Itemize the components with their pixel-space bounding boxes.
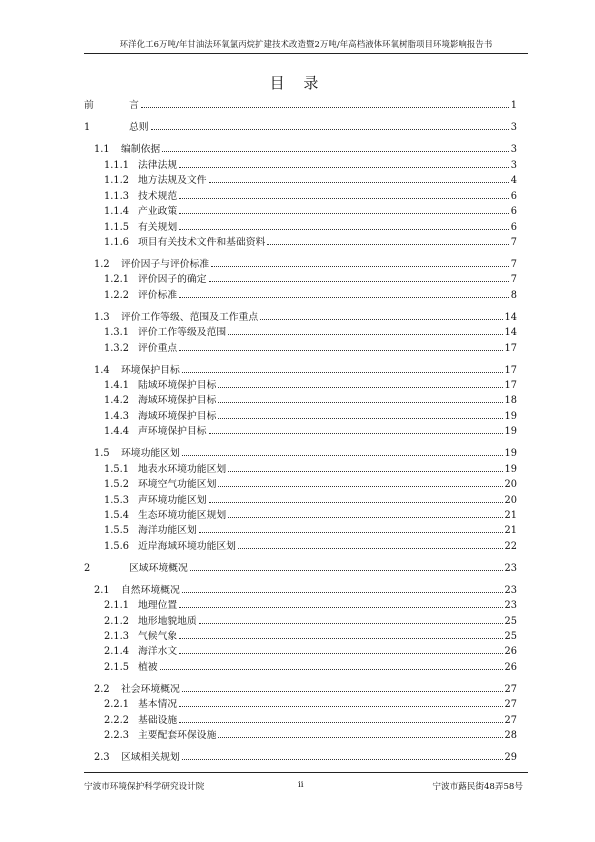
toc-dot-leader <box>182 455 503 456</box>
toc-entry-number: 1.1.2 <box>104 175 129 187</box>
toc-dot-leader <box>162 151 509 152</box>
toc-entry[interactable] <box>84 338 517 353</box>
toc-entry-label: 有关规划 <box>138 221 178 233</box>
toc-dot-leader <box>179 653 502 654</box>
toc-dot-leader <box>218 486 502 487</box>
toc-entry-number: 2.3 <box>94 752 110 764</box>
toc-entry-number: 2.1.5 <box>104 661 129 673</box>
toc-entry[interactable] <box>84 217 517 232</box>
toc-entry-number: 1.5.6 <box>104 540 129 552</box>
toc-dot-leader <box>182 372 503 373</box>
footer-page-number: ii <box>298 780 304 790</box>
toc-entry[interactable] <box>84 726 517 741</box>
toc-dot-leader <box>218 418 502 419</box>
toc-entry-number: 1.1.6 <box>104 236 129 248</box>
toc-entry-number: 2.2.2 <box>104 714 129 726</box>
toc-entry-label: 基础设施 <box>138 714 178 726</box>
toc-dot-leader <box>209 182 509 183</box>
toc-entry[interactable] <box>84 475 517 490</box>
toc-dot-leader <box>179 167 509 168</box>
toc-entry-page: 6 <box>510 206 517 218</box>
toc-dot-leader <box>209 433 503 434</box>
toc-entry-label: 项目有关技术文件和基础资料 <box>138 236 266 248</box>
toc-entry-label: 海洋水文 <box>138 646 178 658</box>
toc-entry-label: 评价工作等级、范围及工作重点 <box>121 311 259 323</box>
toc-dot-leader <box>179 350 502 351</box>
toc-dot-leader <box>182 592 503 593</box>
toc-entry-label: 基本情况 <box>138 699 178 711</box>
toc-entry[interactable] <box>84 323 517 338</box>
toc-entry-label: 评价因子的确定 <box>138 274 207 286</box>
toc-entry-number: 1.2 <box>94 258 110 270</box>
toc-entry-page: 23 <box>504 562 517 574</box>
toc-entry-page: 6 <box>510 221 517 233</box>
toc-dot-leader <box>179 722 502 723</box>
toc-entry-page: 22 <box>504 540 517 552</box>
running-header: 环洋化工6万吨/年甘油法环氧氯丙烷扩建技术改造暨2万吨/年高档液体环氧树脂项目环境影响报告书 <box>119 39 493 49</box>
footer-organization: 宁波市环境保护科学研究设计院 <box>84 782 205 792</box>
toc-entry-label: 地理位置 <box>138 600 178 612</box>
toc-entry-number: 2.2.1 <box>104 699 129 711</box>
toc-entry-page: 25 <box>504 615 517 627</box>
toc-entry-label: 自然环境概况 <box>121 584 180 596</box>
toc-entry-number: 1.4.4 <box>104 426 129 438</box>
toc-entry-number: 1.5.2 <box>104 479 129 491</box>
toc-entry[interactable] <box>84 506 517 521</box>
toc-dot-leader <box>209 281 509 282</box>
toc-entry-label: 评价标准 <box>138 289 178 301</box>
toc-entry[interactable] <box>84 596 517 611</box>
toc-entry[interactable] <box>84 748 517 763</box>
footer-address: 宁波市蕗民街48弄58号 <box>432 782 523 792</box>
toc-entry-number: 2.2 <box>94 683 110 695</box>
toc-entry-label: 地表水环境功能区划 <box>138 463 227 475</box>
toc-entry-page: 3 <box>510 122 517 134</box>
toc-entry[interactable] <box>84 391 517 406</box>
toc-dot-leader <box>151 129 509 130</box>
toc-entry-label: 总则 <box>129 122 149 134</box>
toc-entry-label: 产业政策 <box>138 206 178 218</box>
toc-dot-leader <box>179 297 509 298</box>
toc-dot-leader <box>199 623 503 624</box>
toc-entry-page: 23 <box>504 584 517 596</box>
toc-entry-number: 1.5 <box>94 448 110 460</box>
toc-entry[interactable] <box>84 140 517 155</box>
toc-entry-label: 近岸海域环境功能区划 <box>138 540 236 552</box>
toc-entry-number: 1.1.3 <box>104 190 129 202</box>
toc-entry-label: 社会环境概况 <box>121 683 180 695</box>
toc-entry-page: 14 <box>504 327 517 339</box>
toc-entry-page: 17 <box>504 379 517 391</box>
toc-entry[interactable] <box>84 695 517 710</box>
toc-entry-page: 19 <box>504 448 517 460</box>
toc-entry-page: 19 <box>504 410 517 422</box>
toc-entry[interactable] <box>84 657 517 672</box>
toc-dot-leader <box>209 502 503 503</box>
toc-entry-label: 技术规范 <box>138 190 178 202</box>
toc-entry-number: 2.1 <box>94 584 110 596</box>
toc-dot-leader <box>182 759 503 760</box>
toc-dot-leader <box>141 107 509 108</box>
toc-entry[interactable] <box>84 376 517 391</box>
toc-entry-label: 言 <box>129 100 139 112</box>
toc-entry[interactable] <box>84 627 517 642</box>
toc-entry-page: 7 <box>510 274 517 286</box>
toc-dot-leader <box>182 691 503 692</box>
toc-entry[interactable] <box>84 96 517 111</box>
toc-entry-number: 1.1 <box>94 144 110 156</box>
toc-entry[interactable] <box>84 270 517 285</box>
toc-entry[interactable] <box>84 611 517 626</box>
toc-entry-label: 海域环境保护目标 <box>138 410 217 422</box>
toc-entry-label: 法律法规 <box>138 159 178 171</box>
toc-entry-page: 17 <box>504 342 517 354</box>
toc-entry-label: 评价工作等级及范围 <box>138 327 227 339</box>
toc-entry[interactable] <box>84 459 517 474</box>
toc-entry-page: 23 <box>504 600 517 612</box>
toc-entry-page: 17 <box>504 364 517 376</box>
toc-entry[interactable] <box>84 580 517 595</box>
toc-entry[interactable] <box>84 285 517 300</box>
toc-entry-page: 8 <box>510 289 517 301</box>
toc-dot-leader <box>179 706 502 707</box>
toc-entry[interactable] <box>84 536 517 551</box>
table-of-contents <box>84 96 517 763</box>
toc-entry-page: 20 <box>504 479 517 491</box>
page-title: 目 录 <box>269 74 326 92</box>
toc-dot-leader <box>179 638 502 639</box>
toc-entry-label: 区域环境概况 <box>129 562 188 574</box>
toc-entry-number: 1.3 <box>94 311 110 323</box>
toc-entry[interactable] <box>84 307 517 322</box>
toc-entry[interactable] <box>84 360 517 375</box>
toc-entry-label: 声环境功能区划 <box>138 494 207 506</box>
toc-entry-label: 编制依据 <box>121 144 161 156</box>
toc-entry-page: 26 <box>504 661 517 673</box>
toc-entry-label: 环境功能区划 <box>121 448 180 460</box>
toc-entry-number: 1.3.1 <box>104 327 129 339</box>
toc-entry[interactable] <box>84 521 517 536</box>
toc-entry-number: 1.1.5 <box>104 221 129 233</box>
toc-entry-label: 海域环境保护目标 <box>138 395 217 407</box>
toc-entry-number: 2.1.1 <box>104 600 129 612</box>
toc-entry[interactable] <box>84 406 517 421</box>
toc-entry-number: 1.5.5 <box>104 525 129 537</box>
toc-entry-label: 植被 <box>138 661 158 673</box>
header-rule <box>84 53 528 54</box>
toc-entry-label: 声环境保护目标 <box>138 426 207 438</box>
toc-entry-page: 27 <box>504 683 517 695</box>
toc-dot-leader <box>267 244 508 245</box>
toc-entry-page: 19 <box>504 463 517 475</box>
toc-entry-page: 21 <box>504 509 517 521</box>
toc-entry-number: 1.4 <box>94 364 110 376</box>
toc-entry-number: 1.4.2 <box>104 395 129 407</box>
toc-entry[interactable] <box>84 422 517 437</box>
toc-entry-label: 地形地貌地质 <box>138 615 197 627</box>
toc-entry[interactable] <box>84 233 517 248</box>
toc-entry-number: 1.4.3 <box>104 410 129 422</box>
toc-entry-label: 生态环境功能区规划 <box>138 509 227 521</box>
toc-entry-page: 7 <box>510 236 517 248</box>
toc-entry-number: 2 <box>84 562 91 574</box>
toc-entry-page: 25 <box>504 631 517 642</box>
toc-entry-page: 27 <box>504 714 517 726</box>
toc-entry-page: 28 <box>504 730 517 742</box>
toc-dot-leader <box>228 471 502 472</box>
toc-dot-leader <box>228 334 502 335</box>
toc-entry-label: 主要配套环保设施 <box>138 730 217 742</box>
toc-entry[interactable] <box>84 710 517 725</box>
toc-dot-leader <box>218 387 502 388</box>
toc-dot-leader <box>160 669 503 670</box>
toc-entry-number: 1 <box>84 122 91 134</box>
toc-entry-number: 1.5.1 <box>104 463 129 475</box>
toc-entry-page: 21 <box>504 525 517 537</box>
toc-entry-label: 评价因子与评价标准 <box>121 258 210 270</box>
toc-entry[interactable] <box>84 490 517 505</box>
toc-entry-number: 1.2.1 <box>104 274 129 286</box>
toc-entry-page: 27 <box>504 699 517 711</box>
toc-dot-leader <box>260 319 502 320</box>
toc-dot-leader <box>228 517 502 518</box>
toc-entry-number: 1.5.3 <box>104 494 129 506</box>
toc-entry[interactable] <box>84 155 517 170</box>
toc-entry-page: 20 <box>504 494 517 506</box>
toc-entry-number: 1.1.4 <box>104 206 129 218</box>
toc-entry[interactable] <box>84 444 517 459</box>
toc-entry-page: 14 <box>504 311 517 323</box>
toc-entry-number: 前 <box>84 100 94 112</box>
toc-entry[interactable] <box>84 679 517 694</box>
toc-dot-leader <box>199 532 503 533</box>
toc-entry-page: 3 <box>510 144 517 156</box>
toc-dot-leader <box>211 266 509 267</box>
toc-dot-leader <box>190 570 503 571</box>
toc-dot-leader <box>179 198 509 199</box>
toc-entry-label: 环境保护目标 <box>121 364 180 376</box>
toc-entry-label: 地方法规及文件 <box>138 175 207 187</box>
toc-dot-leader <box>218 402 502 403</box>
toc-entry[interactable] <box>84 186 517 201</box>
toc-entry-label: 气候气象 <box>138 631 178 642</box>
toc-entry-number: 2.1.4 <box>104 646 129 658</box>
toc-entry-label: 海洋功能区划 <box>138 525 197 537</box>
toc-entry-page: 4 <box>510 175 517 187</box>
toc-entry-page: 19 <box>504 426 517 438</box>
toc-entry[interactable] <box>84 642 517 657</box>
toc-dot-leader <box>179 213 509 214</box>
toc-entry[interactable] <box>84 202 517 217</box>
footer-rule <box>84 772 528 773</box>
toc-entry-label: 陆域环境保护目标 <box>138 379 217 391</box>
toc-entry[interactable] <box>84 171 517 186</box>
toc-entry-label: 环境空气功能区划 <box>138 479 217 491</box>
toc-entry-number: 1.1.1 <box>104 159 129 171</box>
toc-entry-page: 18 <box>504 395 517 407</box>
toc-dot-leader <box>179 229 509 230</box>
toc-dot-leader <box>218 737 502 738</box>
toc-entry[interactable] <box>84 254 517 269</box>
toc-entry-page: 6 <box>510 190 517 202</box>
toc-entry-number: 1.4.1 <box>104 379 129 391</box>
toc-dot-leader <box>179 607 502 608</box>
toc-entry-number: 2.2.3 <box>104 730 129 742</box>
toc-entry-page: 7 <box>510 258 517 270</box>
toc-dot-leader <box>238 548 503 549</box>
toc-entry-number: 1.2.2 <box>104 289 129 301</box>
toc-entry-number: 1.5.4 <box>104 509 129 521</box>
toc-entry-label: 评价重点 <box>138 342 178 354</box>
toc-entry[interactable] <box>84 118 517 133</box>
toc-entry-page: 3 <box>510 159 517 171</box>
toc-entry-label: 区域相关规划 <box>121 752 180 764</box>
toc-entry-number: 2.1.2 <box>104 615 129 627</box>
toc-entry[interactable] <box>84 558 517 573</box>
toc-entry-number: 1.3.2 <box>104 342 129 354</box>
toc-entry-page: 29 <box>504 752 517 764</box>
toc-entry-page: 26 <box>504 646 517 658</box>
toc-entry-page: 1 <box>510 100 517 112</box>
toc-entry-number: 2.1.3 <box>104 631 129 642</box>
